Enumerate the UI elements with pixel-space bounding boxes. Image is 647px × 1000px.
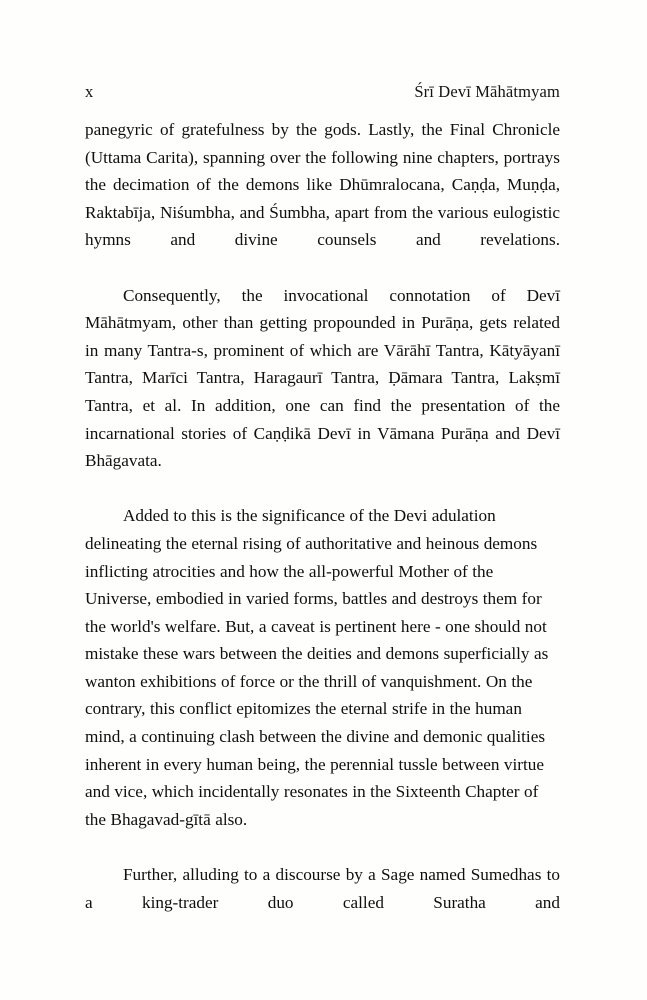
paragraph-sumedhas: Further, alluding to a discourse by a Sage named Sumedhas to a king-trader duo called Suratha and: [85, 865, 560, 912]
paragraph-adulation: Added to this is the significance of the Devi adulation delineating the eternal rising of authoritative and heinous demons inflicting atrocities and how the all-powerful Mother of the Universe, embodied in varied forms, battles and destroys them for the world's welfare. But, a caveat is pertinent here - one should not mistake these wars between the deities and demons superficially as wanton exhibitions of force or the thrill of vanquishment. On the contrary, this conflict epitomizes the eternal strife in the human mind, a continuing clash between the divine and demonic qualities inherent in every human being, the perennial tussle between virtue and vice, which incidentally resonates in the Sixteenth Chapter of the Bhagavad-gītā also.: [85, 506, 549, 829]
body-text: [85, 116, 560, 944]
page-number: x: [85, 82, 94, 101]
paragraph-tantras: Consequently, the invocational connotation of Devī Māhātmyam, other than getting propounded in Purāṇa, gets related in many Tantra-s, prominent of which are Vārāhī Tantra, Kātyāyanī Tantra, Marīci Tantra, Haragaurī Tantra, Ḍāmara Tantra, Lakṣmī Tantra, et al. In addition, one can find the presentation of the incarnational stories of Caṇḍikā Devī in Vāmana Purāṇa and Devī Bhāgavata.: [85, 285, 560, 471]
book-title: Śrī Devī Māhātmyam: [414, 82, 560, 101]
running-head: [85, 80, 560, 104]
paragraph-continuation: panegyric of gratefulness by the gods. Lastly, the Final Chronicle (Uttama Carita), spanning over the following nine chapters, portrays the decimation of the demons like Dhūmralocana, Caṇḍa, Muṇḍa, Raktabīja, Niśumbha, and Śumbha, apart from the various eulogistic hymns and divine counsels and revelations.: [85, 120, 560, 250]
